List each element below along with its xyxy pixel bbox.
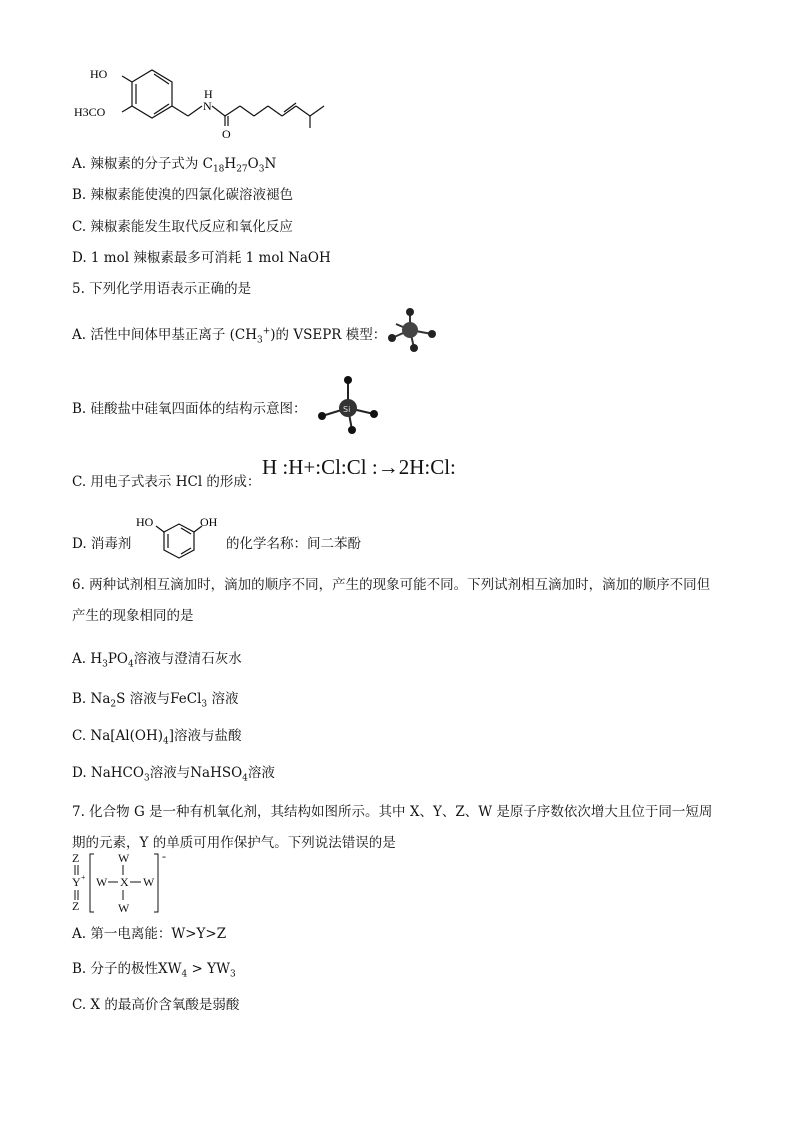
capsaicin-option-d: D. 1 mol 辣椒素最多可消耗 1 mol NaOH	[72, 250, 331, 266]
q5-stem: 5. 下列化学用语表示正确的是	[72, 281, 252, 297]
capsaicin-option-c: C. 辣椒素能发生取代反应和氧化反应	[72, 219, 293, 235]
y-charge: +	[81, 873, 86, 882]
z-bottom-label: Z	[72, 899, 80, 913]
resorcinol-oh-label: OH	[200, 515, 218, 529]
z-top-label: Z	[72, 851, 80, 865]
resorcinol-structure	[134, 512, 224, 568]
anion-charge: -	[162, 850, 166, 863]
capsaicin-option-b: B. 辣椒素能使溴的四氯化碳溶液褪色	[72, 187, 294, 203]
capsaicin-structure	[70, 60, 330, 140]
q7-stem: 7. 化合物 G 是一种有机氧化剂，其结构如图所示。其中 X、Y、Z、W 是原子序数依次增大且位于同一短周期的元素，Y 的单质可用作保护气。下列说法错误的是	[72, 804, 713, 851]
q6-stem: 6. 两种试剂相互滴加时，滴加的顺序不同，产生的现象可能不同。下列试剂相互滴加时，滴加的顺序不同但产生的现象相同的是	[72, 577, 711, 624]
w-right-label: W	[143, 875, 155, 889]
resorcinol-ho-label: HO	[136, 515, 154, 529]
silicon-oxygen-tetrahedron	[312, 372, 386, 436]
o-label: O	[222, 127, 231, 140]
y-label: Y	[72, 875, 81, 889]
q5-option-d-prefix: D. 消毒剂	[72, 536, 132, 552]
w-bottom-label: W	[118, 901, 130, 915]
q6-option-b: B. $Na_2S$ 溶液与FeCl$_3$ 溶液	[72, 691, 239, 710]
si-label: Si	[343, 405, 351, 414]
capsaicin-option-a: A. 辣椒素的分子式为 $C_{18}H_{27}O_3N$	[72, 156, 277, 175]
q7-option-a: A. 第一电离能：W>Y>Z	[72, 926, 227, 942]
q6-option-c: C. $Na[Al(OH)_4]$溶液与盐酸	[72, 728, 242, 747]
w-left-label: W	[96, 875, 108, 889]
hcl-electron-formula: H :H+:Cl:Cl :→2H:Cl:	[262, 455, 456, 479]
q5-option-c: C. 用电子式表示 HCl 的形成：	[72, 474, 261, 490]
h3co-label: H3CO	[74, 105, 106, 119]
x-label: X	[120, 875, 129, 889]
q6-option-d: D. NaHCO$_3$溶液与NaHSO$_4$溶液	[72, 765, 275, 784]
q7-option-b: B. 分子的极性$XW_4 > YW_3$	[72, 961, 236, 980]
q5-option-a: A. 活性中间体甲基正离子 $(CH_3^+)$的 VSEPR 模型：	[72, 326, 387, 346]
q5-option-b: B. 硅酸盐中硅氧四面体的结构示意图：	[72, 401, 307, 417]
methyl-cation-model	[382, 304, 446, 356]
compound-g-structure	[70, 850, 180, 918]
h-label: H	[204, 87, 213, 101]
q7-option-c: C. X 的最高价含氧酸是弱酸	[72, 997, 240, 1013]
q5-option-d-suffix: 的化学名称：间二苯酚	[226, 536, 361, 552]
n-label: N	[203, 99, 212, 113]
q6-option-a: A. $H_3PO_4$溶液与澄清石灰水	[72, 651, 242, 670]
w-top-label: W	[118, 851, 130, 865]
ho-label: HO	[90, 67, 108, 81]
